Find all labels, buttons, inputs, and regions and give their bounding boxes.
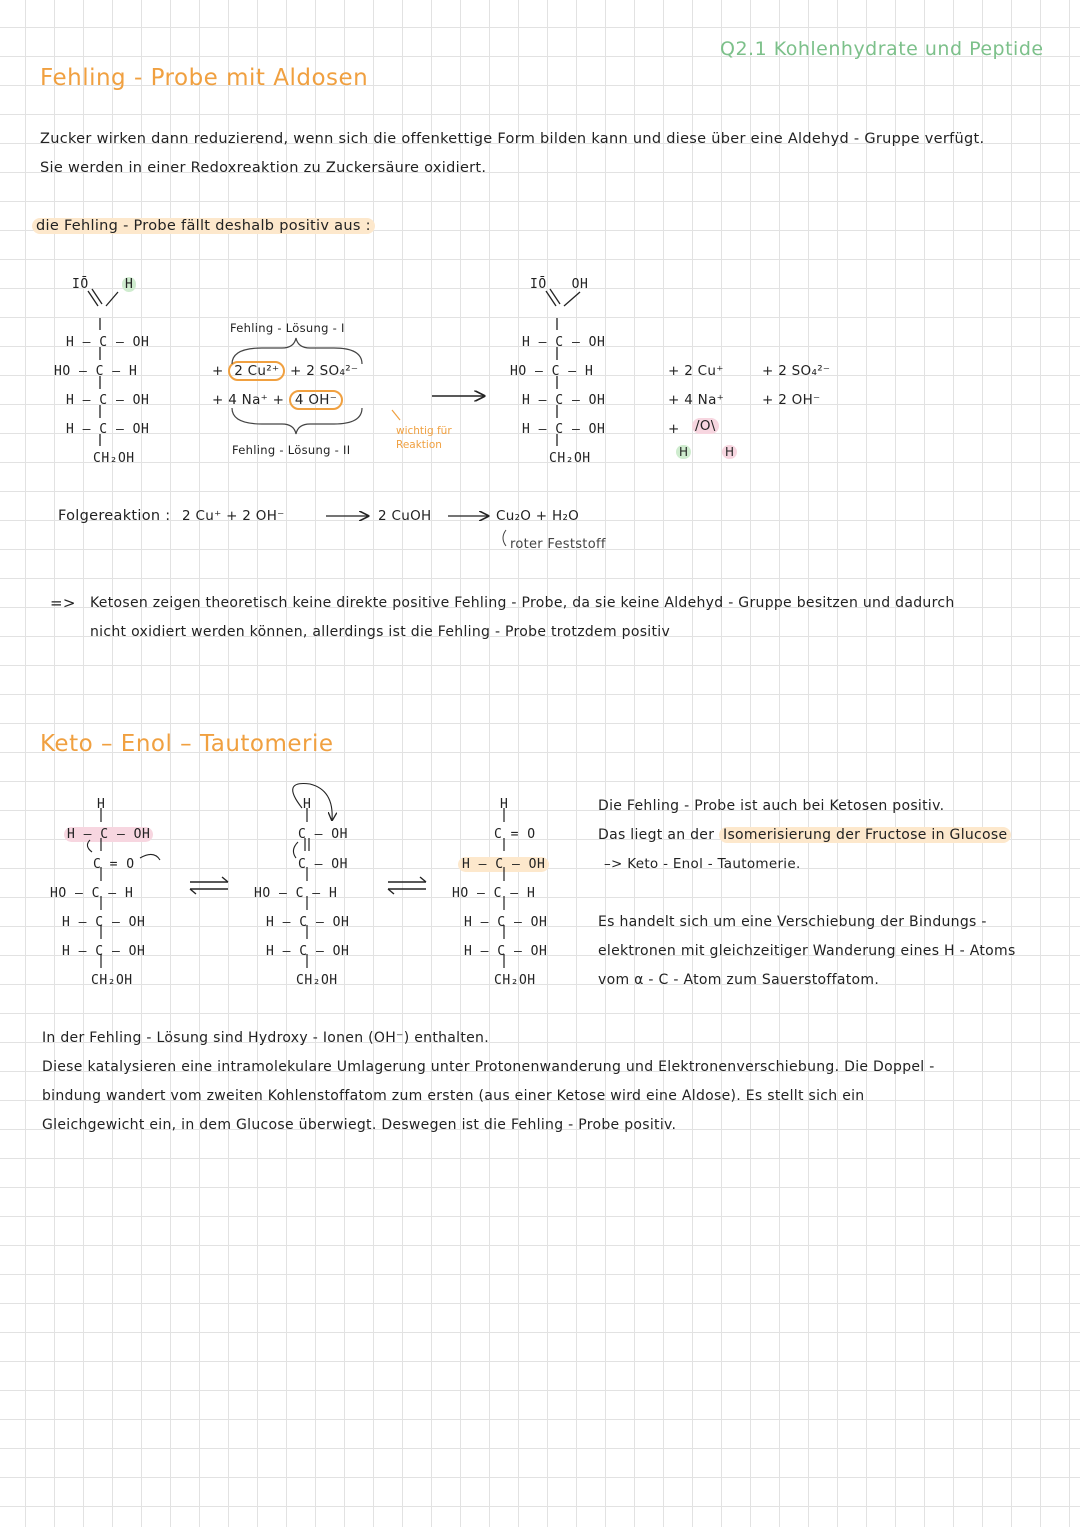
m1-row-2: C = O (93, 857, 135, 872)
reagent-row-2: + 4 Na⁺ + 4 OH⁻ (212, 386, 343, 415)
aldose-row-2: HO – C – H (54, 364, 138, 379)
m1-row-5: H – C – OH (62, 944, 146, 959)
m1-shift-arrow-2 (140, 854, 160, 860)
side-line-6: vom α - C - Atom zum Sauerstoffatom. (598, 972, 880, 988)
m3-row-5: H – C – OH (464, 944, 548, 959)
aldose-h-highlight: H (122, 277, 136, 292)
aldose-row-3: H – C – OH (66, 393, 150, 408)
ketose-line-2: nicht oxidiert werden können, allerdings ist die Fehling - Probe trotzdem positiv (90, 624, 671, 640)
aldose-bonds (88, 289, 118, 446)
m1-row-1: H – C – OH (64, 820, 153, 849)
m3-row-3: HO – C – H (452, 886, 536, 901)
m3-row-6: CH₂OH (494, 973, 536, 988)
red-solid-note: roter Feststoff (510, 537, 606, 552)
note-pointer (392, 410, 400, 420)
acid-row-4: H – C – OH (522, 422, 606, 437)
product-cu: + 2 Cu⁺ (668, 363, 724, 379)
fehling-solution-1-label: Fehling - Lösung - I (230, 321, 345, 335)
m2-row-1: C – OH (298, 827, 348, 842)
m3-row-0: H (500, 797, 509, 812)
followup-eq2: 2 CuOH (378, 508, 432, 524)
cu2-circled: 2 Cu²⁺ (228, 361, 285, 381)
followup-label: Folgereaktion : (58, 508, 171, 524)
m2-shift-arrow (293, 784, 332, 821)
implies-arrow: => (50, 594, 76, 612)
m1-shift-arrow (87, 840, 92, 852)
para-line-2: Diese katalysieren eine intramolekulare Umlagerung unter Protonenwanderung und Elektronenverschiebung. Die Doppel - (42, 1059, 935, 1075)
section-title-tautomerie: Keto – Enol – Tautomerie (40, 731, 334, 757)
para-line-3: bindung wandert vom zweiten Kohlenstoffatom zum ersten (aus einer Ketose wird eine Aldose). Es stellt sich ein (42, 1088, 865, 1104)
m3-row-4: H – C – OH (464, 915, 548, 930)
note-important: wichtig für Reaktion (396, 425, 452, 451)
water-h-left: H (676, 438, 691, 467)
aldose-row-1: H – C – OH (66, 335, 150, 350)
highlight-positive: die Fehling - Probe fällt deshalb positiv aus : (32, 218, 375, 234)
brace-top (232, 338, 362, 364)
para-line-1: In der Fehling - Lösung sind Hydroxy - Ionen (OH⁻) enthalten. (42, 1030, 489, 1046)
section-title-fehling: Fehling - Probe mit Aldosen (40, 65, 369, 91)
aldose-row-4: H – C – OH (66, 422, 150, 437)
intro-line-2: Sie werden in einer Redoxreaktion zu Zuckersäure oxidiert. (40, 160, 487, 176)
intro-line-1: Zucker wirken dann reduzierend, wenn sich die offenkettige Form bilden kann und diese über eine Aldehyd - Gruppe verfügt. (40, 131, 985, 147)
product-oh: + 2 OH⁻ (762, 392, 821, 408)
m2-row-4: H – C – OH (266, 915, 350, 930)
isomerization-highlight: Isomerisierung der Fructose in Glucose (719, 827, 1011, 843)
m2-row-0: H (303, 797, 312, 812)
ketose-line-1: Ketosen zeigen theoretisch keine direkte positive Fehling - Probe, da sie keine Aldehyd - Gruppe besitzen und dadurch (90, 595, 955, 611)
product-na: + 4 Na⁺ (668, 392, 725, 408)
fehling-solution-2-label: Fehling - Lösung - II (232, 443, 351, 457)
m3-row-1: C = O (494, 827, 536, 842)
side-line-1: Die Fehling - Probe ist auch bei Ketosen positiv. (598, 798, 945, 814)
acid-row-3: H – C – OH (522, 393, 606, 408)
para-line-4: Gleichgewicht ein, in dem Glucose überwiegt. Deswegen ist die Fehling - Probe positiv. (42, 1117, 677, 1133)
water-plus: + (668, 421, 680, 437)
m2-row-5: H – C – OH (266, 944, 350, 959)
equilibrium-arrow-1 (190, 877, 228, 894)
acid-top: IŌ OH (530, 277, 589, 292)
followup-eq3: Cu₂O + H₂O (496, 508, 580, 524)
m1-row-6: CH₂OH (91, 973, 133, 988)
acid-row-2: HO – C – H (510, 364, 594, 379)
m1-row-4: H – C – OH (62, 915, 146, 930)
m2-row-2: C – OH (298, 857, 348, 872)
m2-row-6: CH₂OH (296, 973, 338, 988)
m1-row-0: H (97, 797, 106, 812)
m1-row-3: HO – C – H (50, 886, 134, 901)
m2-shift-arrow-2 (293, 842, 298, 858)
equilibrium-arrow-2 (388, 877, 426, 894)
reagent-row-1: + 2 Cu²⁺ + 2 SO₄²⁻ (212, 363, 359, 379)
m2-row-3: HO – C – H (254, 886, 338, 901)
side-line-2: Das liegt an der Isomerisierung der Fructose in Glucose (598, 821, 1011, 850)
oh-circled: 4 OH⁻ (289, 390, 343, 410)
acid-row-5: CH₂OH (549, 451, 591, 466)
topic-header: Q2.1 Kohlenhydrate und Peptide (720, 38, 1044, 60)
side-line-4: Es handelt sich um eine Verschiebung der Bindungs - (598, 914, 987, 930)
red-solid-pointer (503, 530, 506, 546)
m2-bonds (305, 808, 309, 968)
brace-bottom (232, 408, 362, 434)
aldose-top: IŌ H (72, 270, 136, 299)
water-oxygen: /O\ (692, 412, 719, 441)
water-h-right: H (722, 438, 737, 467)
aldose-row-5: CH₂OH (93, 451, 135, 466)
side-line-3: –> Keto - Enol - Tautomerie. (604, 856, 801, 872)
product-so4: + 2 SO₄²⁻ (762, 363, 831, 379)
acid-bonds (546, 289, 580, 446)
acid-row-1: H – C – OH (522, 335, 606, 350)
followup-eq1: 2 Cu⁺ + 2 OH⁻ (182, 508, 285, 524)
side-line-5: elektronen mit gleichzeitiger Wanderung eines H - Atoms (598, 943, 1016, 959)
m3-row-2: H – C – OH (458, 850, 549, 879)
